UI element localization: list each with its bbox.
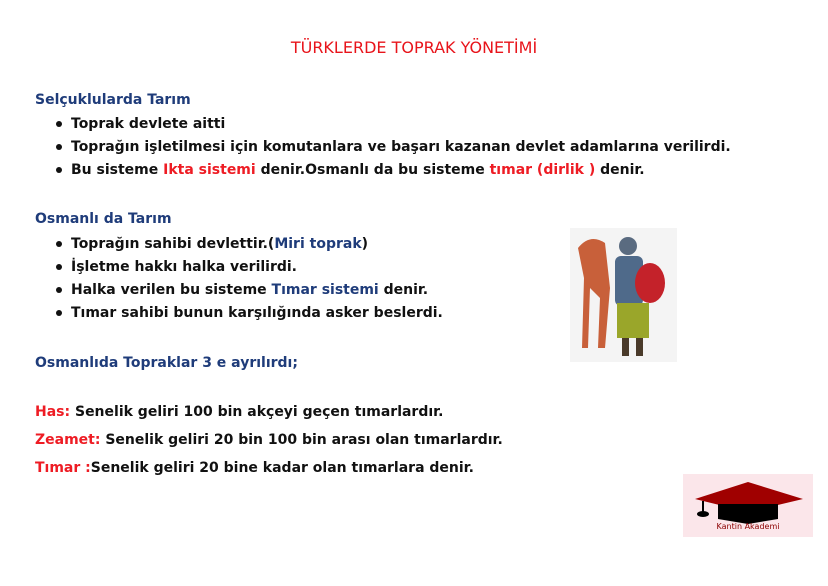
land-type-text: Senelik geliri 20 bin 100 bin arası olan tımarlardır. [100, 432, 503, 448]
bullet-icon [56, 167, 62, 173]
item-text: ) [361, 236, 369, 252]
item-text: Halka verilen bu sisteme [71, 282, 272, 298]
list-item [56, 162, 645, 178]
bullet-icon [56, 310, 62, 316]
land-type-zeamet [35, 432, 503, 448]
list-item [56, 305, 443, 321]
list-item [56, 282, 428, 298]
logo-text: Kantin Akademi [716, 522, 780, 531]
section-heading-osmanli: Osmanlı da Tarım [35, 211, 172, 227]
item-text: denir. [595, 162, 645, 178]
land-type-label: Has: [35, 404, 71, 420]
highlight-timar: tımar (dirlik ) [489, 162, 596, 178]
land-type-label: Zeamet: [35, 432, 101, 448]
page-title: TÜRKLERDE TOPRAK YÖNETİMİ [290, 38, 538, 57]
bullet-icon [56, 121, 62, 127]
item-text: Toprak devlete aitti [71, 116, 226, 132]
land-type-label: Tımar : [35, 460, 91, 476]
item-text: Toprağın sahibi devlettir.( [71, 236, 275, 252]
list-item [56, 259, 297, 275]
land-type-text: Senelik geliri 100 bin akçeyi geçen tımarlardır. [70, 404, 444, 420]
list-item [56, 116, 225, 132]
item-text: İşletme hakkı halka verilirdi. [71, 259, 298, 275]
highlight-ikta: Ikta sistemi [163, 162, 256, 178]
highlight-timar-sistemi: Tımar sistemi [271, 282, 379, 298]
item-text: denir. [378, 282, 429, 298]
section-heading-selcuklu: Selçuklularda Tarım [35, 92, 191, 108]
land-type-has [35, 404, 443, 420]
item-text: Toprağın işletilmesi için komutanlara ve başarı kazanan devlet adamlarına verilirdi. [71, 139, 731, 155]
section-heading-topraklar: Osmanlıda Topraklar 3 e ayrılırdı; [35, 355, 298, 371]
list-item [56, 139, 731, 155]
graduation-cap-icon [683, 474, 813, 524]
highlight-miri: Miri toprak [274, 236, 362, 252]
bullet-icon [56, 287, 62, 293]
item-text: denir.Osmanlı da bu sisteme [255, 162, 490, 178]
item-text: Tımar sahibi bunun karşılığında asker beslerdi. [71, 305, 443, 321]
bullet-icon [56, 144, 62, 150]
land-type-text: Senelik geliri 20 bine kadar olan tımarlara denir. [90, 460, 474, 476]
logo [683, 474, 813, 537]
item-text: Bu sisteme [71, 162, 164, 178]
land-type-timar [35, 460, 474, 476]
bullet-icon [56, 264, 62, 270]
list-item [56, 236, 368, 252]
warrior-horse-image [570, 228, 677, 362]
bullet-icon [56, 241, 62, 247]
